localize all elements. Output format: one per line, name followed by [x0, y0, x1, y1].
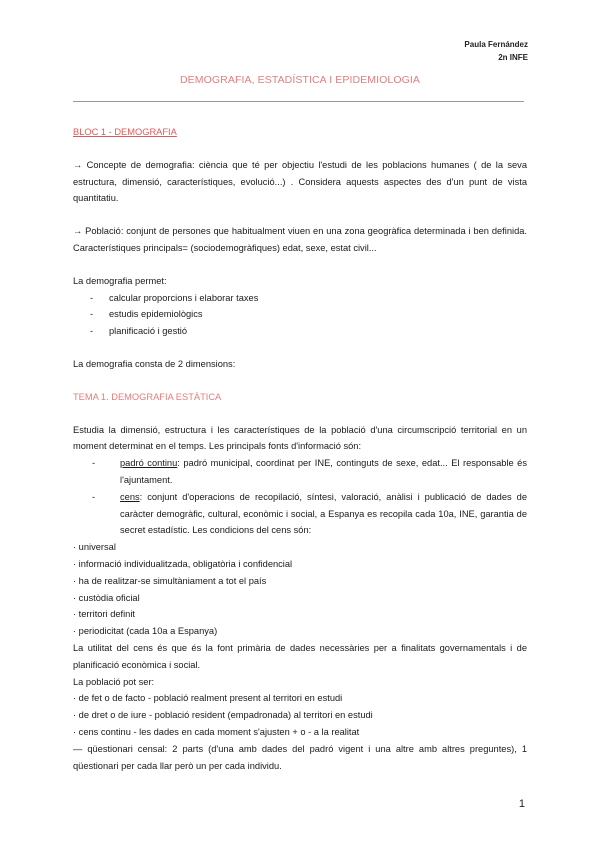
title-divider	[73, 101, 524, 102]
permet-list	[73, 290, 527, 340]
list-item: · de fet o de facto - població realment present al territori en estudi	[73, 693, 343, 704]
estudia-paragraph: Estudia la dimensió, estructura i les característiques de la població d'una circumscripció territorial en un moment determinat en el temps. Les principals fonts d'informació són:	[73, 424, 527, 452]
list-item: - cens: conjunt d'operacions de recopilació, síntesi, valoració, anàlisi i publicació de dades de caràcter demogràfic, cultural, econòmic i social, a Espanya es recopila cada 10a, INE, garantia de secret estadístic. Les condicions del cens són:	[92, 491, 527, 536]
tema-heading: TEMA 1. DEMOGRAFIA ESTÀTICA	[73, 391, 222, 402]
document-body	[73, 124, 527, 774]
list-item: - calcular proporcions i elaborar taxes	[90, 292, 259, 303]
pot-ser-text: La població pot ser:	[73, 676, 155, 687]
dimensions-text: La demografia consta de 2 dimensions:	[73, 358, 236, 369]
cens-term: cens	[120, 491, 140, 502]
permet-intro: La demografia permet:	[73, 275, 167, 286]
author-name: Paula Fernández	[464, 40, 528, 49]
concept-paragraph: → Concepte de demografia: ciència que té per objectiu l'estudi de les poblacions humanes ( de la seva estructura, dimensió, característiques, evolució...) . Considera aquests aspectes des d'un punt de vista quantitatiu.	[73, 159, 527, 204]
list-item: - padró continu: padró municipal, coordinat per INE, continguts de sexe, edat... El responsable és l'ajuntament.	[92, 458, 527, 485]
list-item: · cens continu - les dades en cada moment s'ajusten + o - a la realitat	[73, 726, 360, 737]
list-item: · universal	[73, 542, 116, 553]
padro-term: padró continu	[120, 458, 178, 469]
poblacio-paragraph: → Població: conjunt de persones que habitualment viuen en una zona geogràfica determinada i ben definida. Característiques principals= (sociodemogràfiques) edat, sexe, estat civil...	[73, 226, 527, 253]
list-item: · de dret o de iure - població resident (empadronada) al territori en estudi	[73, 710, 373, 721]
list-item: - planificació i gestió	[90, 326, 188, 337]
tipus-poblacio-list	[73, 690, 527, 740]
list-item: · periodicitat (cada 10a a Espanya)	[73, 626, 218, 637]
list-item: · custòdia oficial	[73, 592, 140, 603]
list-item: - estudis epidemiològics	[90, 309, 203, 320]
list-item: · territori definit	[73, 609, 135, 620]
document-title: DEMOGRAFIA, ESTADÍSTICA I EPIDEMIOLOGIA	[180, 74, 420, 86]
condicions-list	[73, 539, 527, 640]
course-label: 2n INFE	[498, 53, 528, 62]
questionari-paragraph: — qüestionari censal: 2 parts (d'una amb dades del padró vigent i una altre amb altres preguntes), 1 qüestionari per cada llar però un per cada individu.	[73, 743, 527, 771]
utilitat-paragraph: La utilitat del cens és que és la font primària de dades necessàries per a finalitats governamentals i de planificació econòmica i social.	[73, 642, 527, 670]
page-number: 1	[518, 798, 525, 810]
fonts-list	[73, 455, 527, 539]
author-block	[464, 38, 528, 64]
bloc-heading: BLOC 1 - DEMOGRAFIA	[73, 127, 177, 137]
list-item: · informació individualitzada, obligatòria i confidencial	[73, 558, 293, 569]
list-item: · ha de realitzar-se simultàniament a tot el país	[73, 575, 267, 586]
